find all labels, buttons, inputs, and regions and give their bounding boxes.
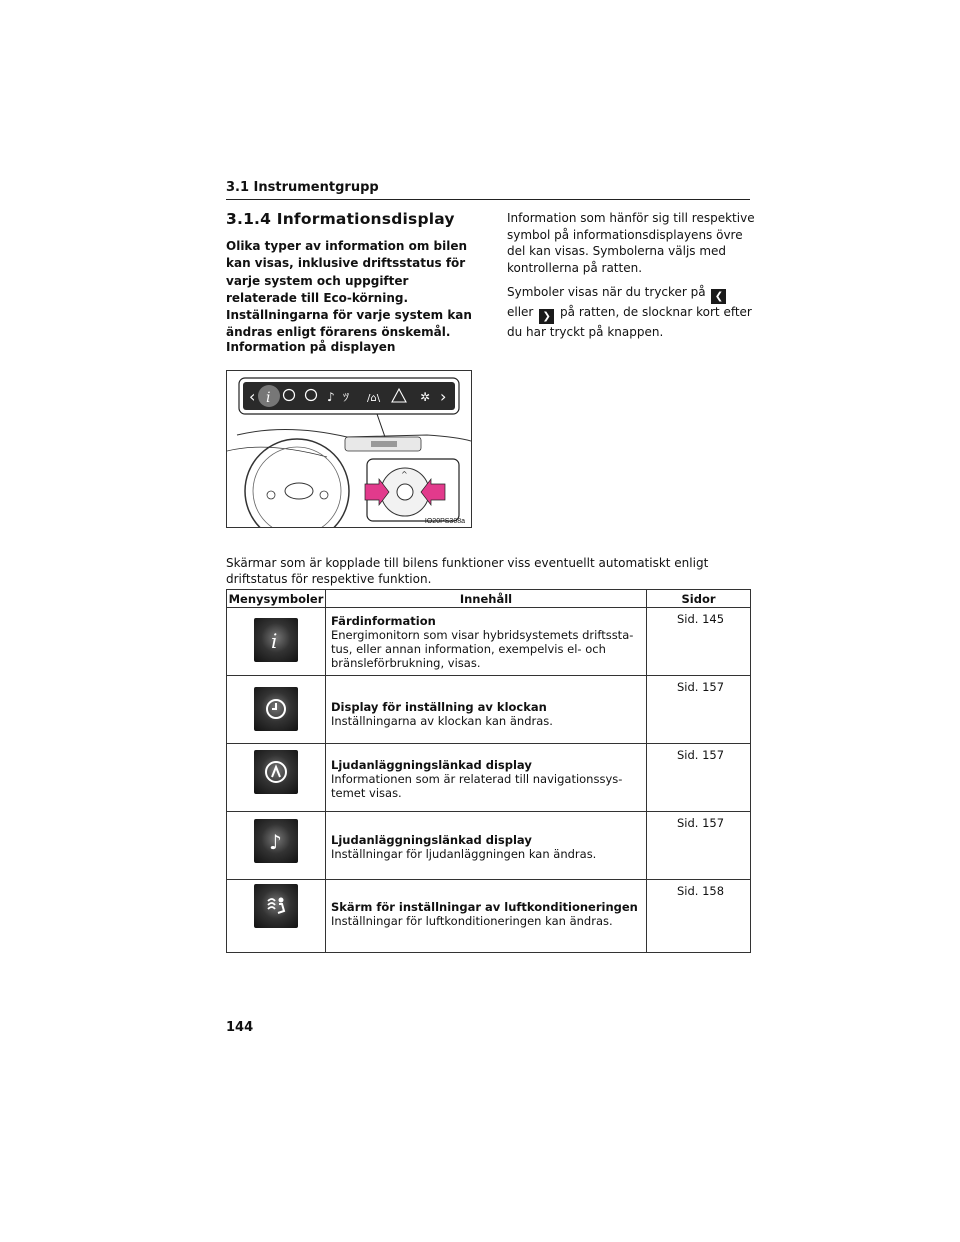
table-row — [227, 812, 751, 880]
page-title: 3.1.4 Informationsdisplay — [226, 210, 455, 228]
page-ref: Sid. 157 — [647, 744, 751, 812]
row-title: Ljudanläggningslänkad display — [331, 758, 532, 772]
icon-cell — [227, 744, 326, 812]
row-description: Inställningarna av klockan kan ändras. — [331, 714, 553, 728]
svg-text:i: i — [271, 629, 278, 652]
chevron-left-icon: ‹ — [249, 387, 256, 406]
icon-cell — [227, 608, 326, 676]
page-ref: Sid. 145 — [647, 608, 751, 676]
row-title: Display för inställning av klockan — [331, 700, 547, 714]
intro-paragraph: Olika typer av information om bilen kan visas, inklusive driftsstatus för varje system och uppgifter relaterade till Eco-körning. Inställningarna för varje system kan ändras enligt förarens önskemål. — [226, 239, 472, 340]
content-cell — [326, 812, 647, 880]
body-paragraph: Skärmar som är kopplade till bilens funktioner viss eventuellt automatiskt enligt driftstatus för respektive funktion. — [226, 556, 709, 586]
table-row — [227, 744, 751, 812]
row-title: Skärm för inställningar av luftkonditioneringen — [331, 900, 638, 914]
right-p2-b: eller — [507, 305, 534, 319]
driver-assist-icon: /⌂\ — [367, 393, 381, 404]
table-row — [227, 880, 751, 953]
page-ref: Sid. 157 — [647, 676, 751, 744]
section-divider — [226, 199, 750, 200]
icon-cell — [227, 812, 326, 880]
row-description: Informationen som är relaterad till navigationssys-temet visas. — [331, 772, 623, 800]
row-title: Ljudanläggningslänkad display — [331, 833, 532, 847]
music-note-icon — [254, 819, 298, 863]
subheading: Information på displayen — [226, 340, 396, 354]
clock-icon — [254, 687, 298, 731]
chevron-left-icon: ❮ — [711, 289, 726, 304]
svg-text:^: ^ — [401, 470, 408, 479]
climate-icon — [254, 884, 298, 928]
content-cell — [326, 676, 647, 744]
row-title: Färdinformation — [331, 614, 436, 628]
header-menysymboler: Menysymboler — [227, 590, 326, 608]
right-column — [507, 210, 755, 349]
menu-symbols-table — [226, 589, 751, 953]
gear-icon: ✲ — [420, 390, 431, 404]
chevron-right-icon: › — [440, 387, 447, 406]
row-description: Energimonitorn som visar hybridsystemets driftssta-tus, eller annan information, exempelvis el- och bränsleförbrukning, visas. — [331, 628, 634, 670]
right-p2-a: Symboler visas när du trycker på — [507, 285, 706, 299]
right-p2-c: på ratten, de slocknar kort efter du har tryckt på knappen. — [507, 305, 752, 339]
info-icon: i — [266, 390, 271, 406]
content-cell — [326, 744, 647, 812]
svg-text:♪: ♪ — [269, 830, 282, 854]
music-note-icon: ♪ — [327, 390, 335, 404]
header-innehall: Innehåll — [326, 590, 647, 608]
icon-cell — [227, 676, 326, 744]
table-row — [227, 608, 751, 676]
dashboard-illustration — [227, 371, 471, 527]
content-cell — [326, 880, 647, 953]
dashboard-figure — [226, 370, 472, 528]
header-sidor: Sidor — [647, 590, 751, 608]
navigation-icon — [254, 750, 298, 794]
table-header-row — [227, 590, 751, 608]
page-ref: Sid. 158 — [647, 880, 751, 953]
icon-cell — [227, 880, 326, 953]
row-description: Inställningar för ljudanläggningen kan ändras. — [331, 847, 597, 861]
page-number: 144 — [226, 1020, 254, 1035]
right-paragraph-1: Information som hänför sig till respektive symbol på informationsdisplayens övre del kan visas. Symbolerna väljs med kontrollerna på ratten. — [507, 211, 755, 275]
row-description: Inställningar för luftkonditioneringen kan ändras. — [331, 914, 613, 928]
section-header: 3.1 Instrumentgrupp — [226, 180, 379, 195]
page-ref: Sid. 157 — [647, 812, 751, 880]
figure-code: IO20PS308a — [424, 518, 465, 525]
table-row — [227, 676, 751, 744]
right-paragraph-2 — [507, 284, 755, 341]
chevron-right-icon: ❯ — [539, 309, 554, 324]
info-icon — [254, 618, 298, 662]
content-cell — [326, 608, 647, 676]
climate-icon: ﾂ — [343, 390, 350, 404]
